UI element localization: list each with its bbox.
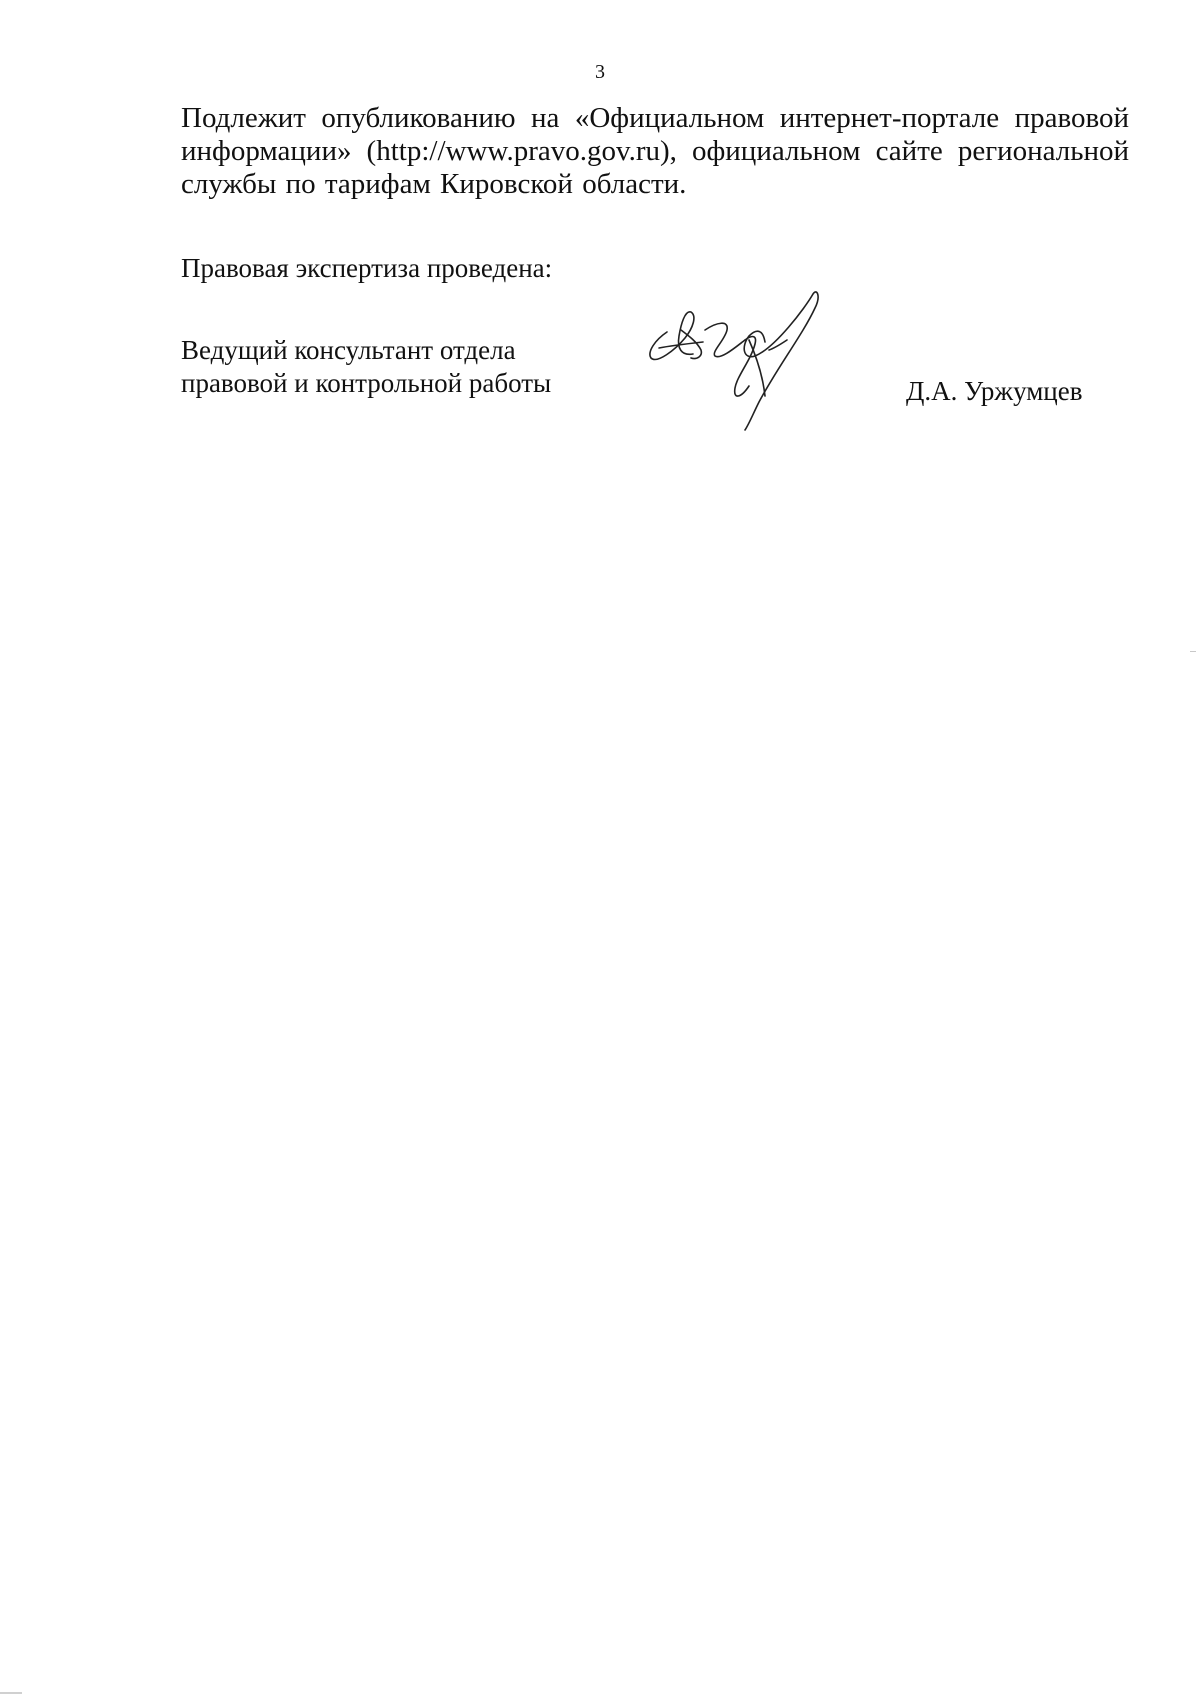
legal-expertise-label: Правовая экспертиза проведена:	[181, 253, 553, 283]
scan-artifact	[1190, 651, 1196, 652]
handwritten-signature	[645, 290, 895, 440]
position-line: правовой и контрольной работы	[181, 368, 552, 398]
position-line: Ведущий консультант отдела	[181, 335, 516, 365]
publication-notice: Подлежит опубликованию на «Официальном интернет-портале правовой информации» (http://www.pravo.gov.ru), официальном сайте региональной службы по тарифам Кировской области.	[181, 102, 1129, 200]
signatory-position	[181, 334, 551, 400]
page-number: 3	[595, 61, 605, 83]
signatory-name: Д.А. Уржумцев	[906, 376, 1083, 406]
scan-artifact	[0, 1692, 22, 1694]
